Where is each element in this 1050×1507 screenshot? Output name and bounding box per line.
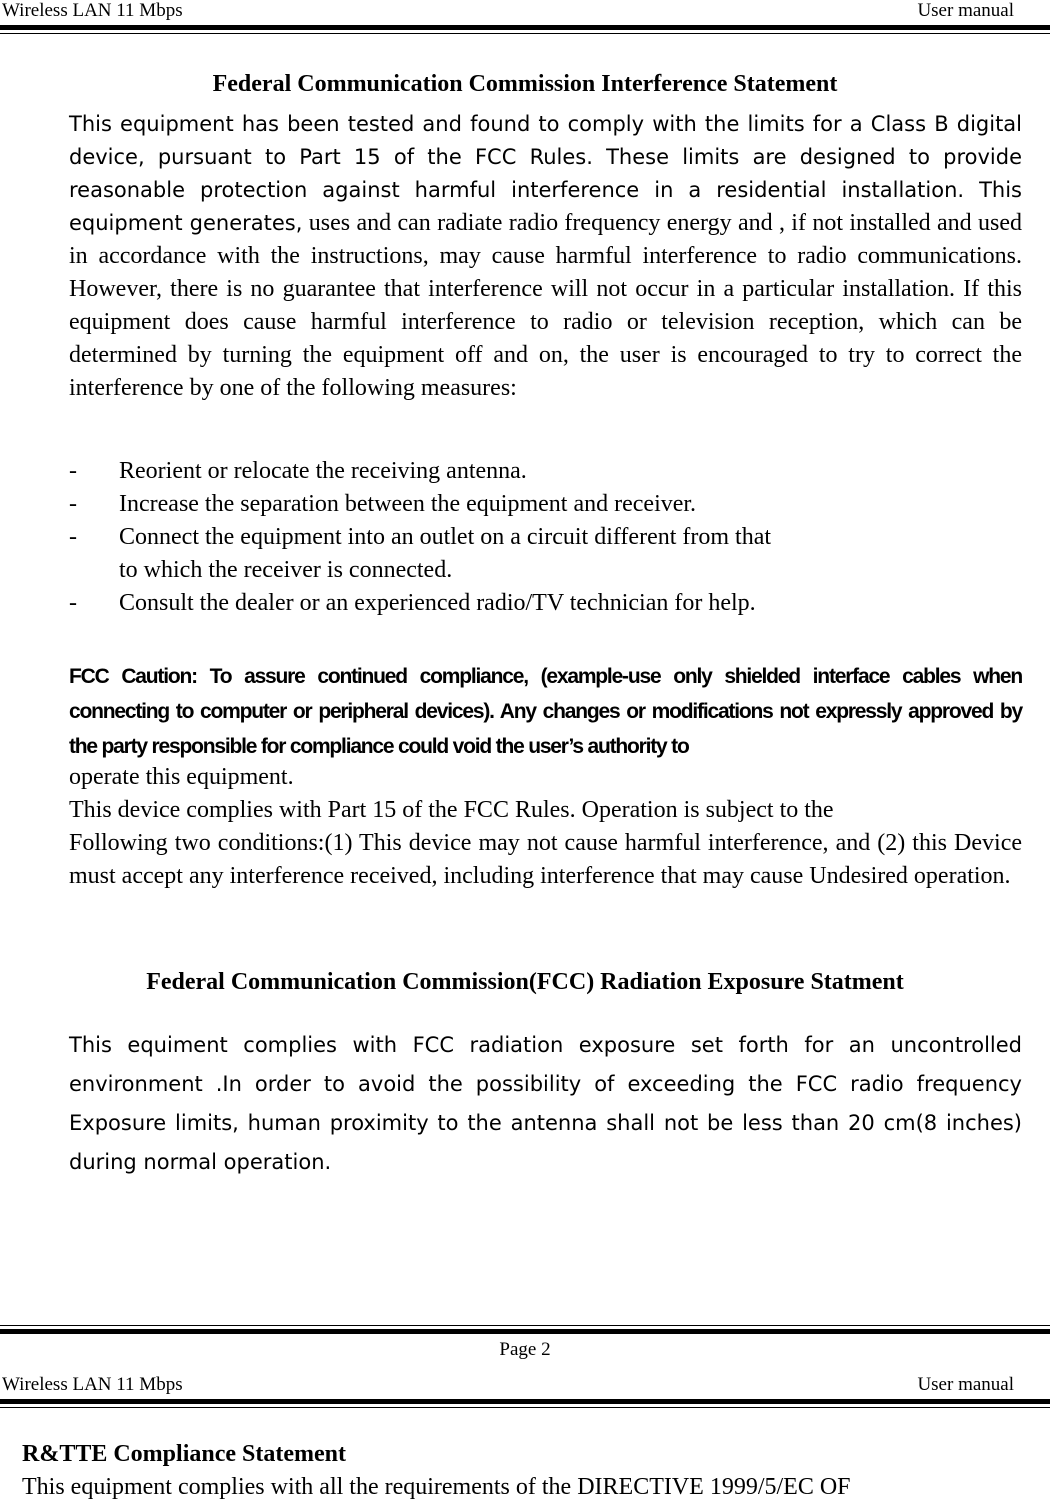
header-rule xyxy=(0,1399,1050,1404)
list-dash: - xyxy=(69,458,77,484)
rtte-body: This equipment complies with all the requirements of the DIRECTIVE 1999/5/EC OF xyxy=(22,1474,851,1500)
next-page-header xyxy=(0,1374,1050,1400)
measure-text: Connect the equipment into an outlet on a circuit different from that xyxy=(119,524,772,550)
radiation-title: Federal Communication Commission(FCC) Radiation Exposure Statment xyxy=(146,969,904,995)
measure-text: Reorient or relocate the receiving antenna. xyxy=(119,458,527,484)
list-item xyxy=(69,488,1022,521)
intro-part-b: uses and can radiate radio frequency energy and , if not installed and used in accordance with the instructions, may cause harmful interference to radio communications. However, there is no guarantee that interference will not occur in a particular installation. If this equipment does cause harmful interference to radio or television reception, which can be determined by turning the equipment off and on, the user is encouraged to try to correct the interference by one of the following measures: xyxy=(69,210,1022,401)
page-number: Page 2 xyxy=(499,1339,551,1360)
rtte-title: R&TTE Compliance Statement xyxy=(22,1441,346,1467)
interference-intro xyxy=(69,108,1022,405)
list-item xyxy=(69,455,1022,488)
header-rule xyxy=(0,25,1050,30)
measure-text: Consult the dealer or an experienced radio/TV technician for help. xyxy=(119,590,756,616)
list-item xyxy=(69,521,1022,587)
list-dash: - xyxy=(69,491,77,517)
measures-list xyxy=(69,455,1022,620)
list-dash: - xyxy=(69,590,77,616)
list-item xyxy=(69,587,1022,620)
part15-first-line: This device complies with Part 15 of the FCC Rules. Operation is subject to the xyxy=(69,797,834,823)
header-doc-type: User manual xyxy=(917,1374,1014,1395)
header-product: Wireless LAN 11 Mbps xyxy=(2,1374,183,1395)
interference-title: Federal Communication Commission Interference Statement xyxy=(212,71,838,97)
radiation-body: This equiment complies with FCC radiation exposure set forth for an uncontrolled environment .In order to avoid the possibility of exceeding the FCC radio frequency Exposure limits, human proximity to the antenna shall not be less than 20 cm(8 inches) during normal operation. xyxy=(69,1033,1022,1174)
intro-part-a: This equipment has been tested and found to comply with the limits for a Class B digital device, pursuant to Part 15 of the FCC Rules. These limits are designed to provide reasonable protection against harmful interference in a residential installation. This equipment generates, xyxy=(69,112,1022,235)
fcc-caution: FCC Caution: To assure continued compliance, (example-use only shielded interface cables when connecting to computer or peripheral devices). Any changes or modifications not expressly approved by the party responsible for compliance could void the user’s authority to xyxy=(69,665,1022,758)
header-rule-thin xyxy=(0,1407,1050,1408)
header-doc-type: User manual xyxy=(917,0,1014,21)
measure-continuation: to which the receiver is connected. xyxy=(119,557,453,583)
fcc-caution-end: operate this equipment. xyxy=(69,764,294,790)
list-dash: - xyxy=(69,524,77,550)
footer-rule-thin xyxy=(0,1325,1050,1326)
page-header xyxy=(0,0,1050,26)
part15-conditions: Following two conditions:(1) This device may not cause harmful interference, and (2) this Device must accept any interference received, including interference that may cause Undesired operation. xyxy=(69,830,1022,889)
footer-rule xyxy=(0,1329,1050,1334)
header-rule-thin xyxy=(0,33,1050,34)
measure-text: Increase the separation between the equipment and receiver. xyxy=(119,491,697,517)
header-product: Wireless LAN 11 Mbps xyxy=(2,0,183,21)
